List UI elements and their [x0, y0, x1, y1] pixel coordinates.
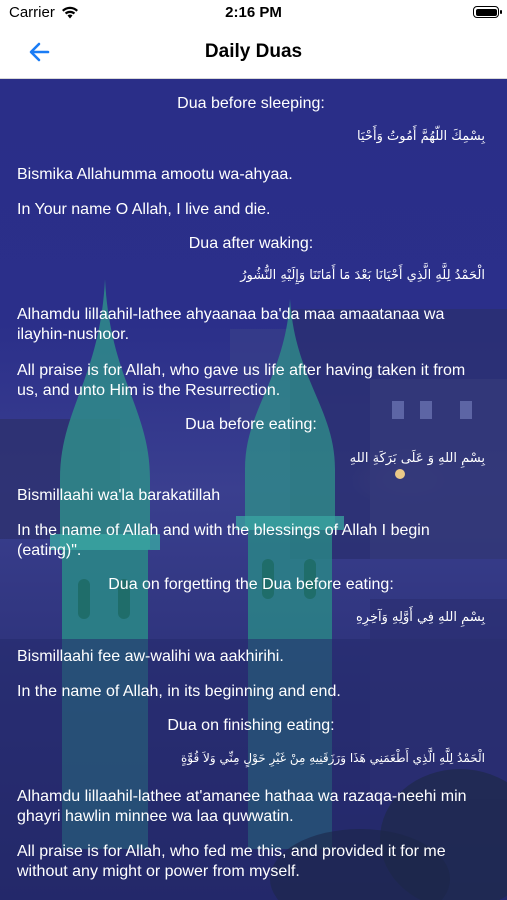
dua-transliteration: Bismika Allahumma amootu wa-ahyaa.	[17, 166, 293, 183]
dua-arabic: الْحَمْدُ لِلَّهِ الَّذِي أَطْعَمَنِي هَذَا وَرَزَقَنِيهِ مِنْ غَيْرِ حَوْلٍ مِنِّي وَلاَ قُوَّةٍ	[181, 751, 485, 765]
dua-heading: Dua before eating:	[185, 416, 317, 433]
duas-content[interactable]	[0, 79, 507, 900]
dua-translation: All praise is for Allah, who fed me this, and provided it for me without any might or power from myself.	[17, 843, 446, 880]
navigation-bar	[0, 26, 507, 79]
dua-transliteration: Alhamdu lillaahil-lathee at'amanee hathaa wa razaqa-neehi min ghayri hawlin minnee wa laa quwwatin.	[17, 788, 467, 825]
dua-arabic: بِسْمِكَ اللّهُمَّ أَمُوتُ وَأَحْيَا	[357, 129, 485, 144]
dua-heading: Dua on finishing eating:	[167, 717, 335, 734]
carrier-label: Carrier	[9, 4, 55, 21]
dua-transliteration: Bismillaahi wa'la barakatillah	[17, 487, 221, 504]
dua-arabic: بِسْمِ اللهِ وَ عَلَى بَرَكَةِ اللهِ	[349, 451, 485, 466]
battery-icon	[473, 6, 499, 18]
dua-transliteration: Bismillaahi fee aw-walihi wa aakhirihi.	[17, 648, 284, 665]
dua-transliteration: Alhamdu lillaahil-lathee ahyaanaa ba'da maa amaatanaa wa ilayhin-nushoor.	[17, 306, 445, 343]
dua-arabic: الْحَمْدُ لِلَّهِ الَّذِي أَحْيَانَا بَعْدَ مَا أَمَاتَنَا وَإِلَيْهِ النُّشُورُ	[240, 268, 485, 283]
status-time: 2:16 PM	[225, 4, 282, 21]
dua-translation: In the name of Allah, in its beginning and end.	[17, 683, 341, 700]
dua-translation: In Your name O Allah, I live and die.	[17, 201, 271, 218]
dua-heading: Dua after waking:	[188, 235, 314, 252]
dua-heading: Dua on forgetting the Dua before eating:	[108, 576, 394, 593]
status-bar	[0, 0, 507, 26]
dua-heading: Dua before sleeping:	[177, 95, 325, 112]
dua-translation: In the name of Allah and with the blessings of Allah I begin (eating)".	[17, 522, 430, 559]
dua-translation: All praise is for Allah, who gave us life after having taken it from us, and unto Him is the Resurrection.	[17, 362, 466, 399]
dua-arabic: بِسْمِ اللهِ فِي أَوَّلِهِ وَآخِرِهِ	[355, 610, 485, 625]
page-title: Daily Duas	[204, 41, 303, 62]
